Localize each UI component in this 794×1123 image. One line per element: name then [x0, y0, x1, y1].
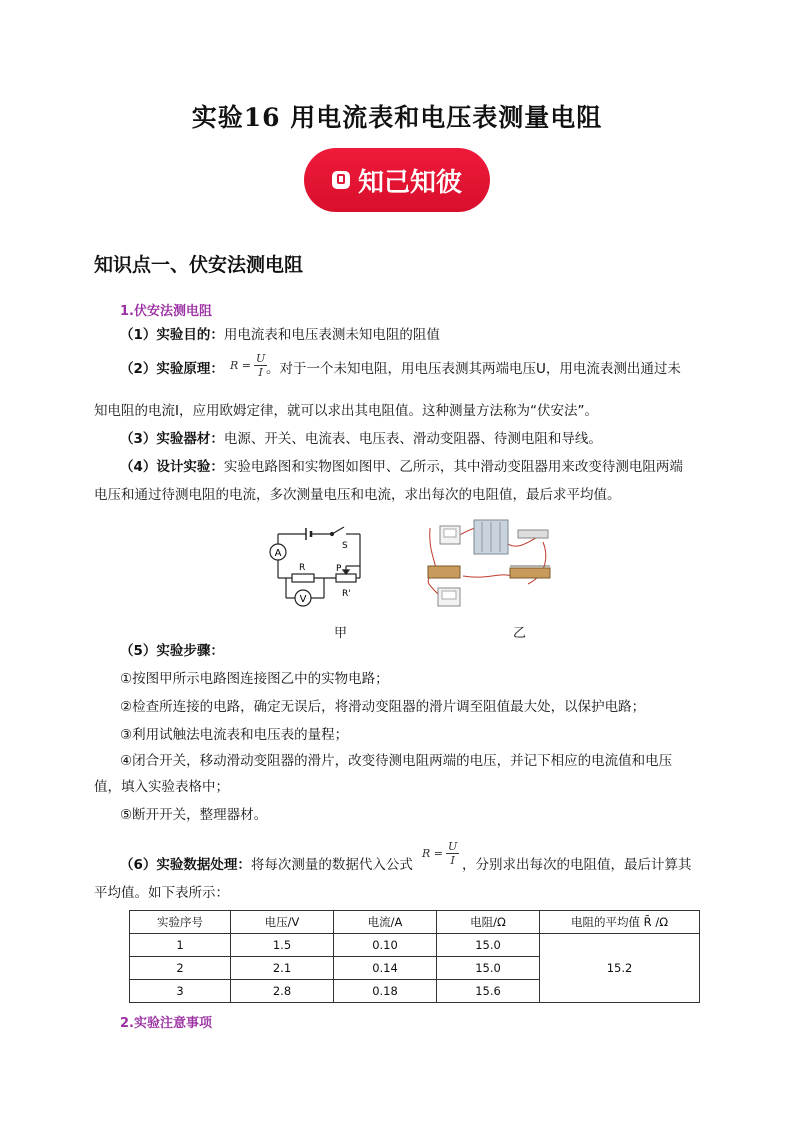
section-heading: 知识点一、伏安法测电阻: [94, 254, 304, 276]
formula-r-equals-u-over-i: [230, 352, 267, 379]
section-badge: [304, 148, 490, 212]
formula-num-2: U: [448, 840, 458, 853]
step-4-cont: 值，填入实验表格中；: [94, 779, 229, 795]
item-1: [120, 322, 440, 348]
item-3-label: （3）实验器材：: [120, 431, 224, 447]
caption-left: 甲: [334, 626, 348, 641]
subheading-1: 1.伏安法测电阻: [120, 304, 212, 319]
formula-den-2: I: [450, 854, 455, 867]
item-2-text-2: 知电阻的电流I，应用欧姆定律，就可以求出其电阻值。这种测量方法称为“伏安法”。: [94, 403, 598, 419]
item-3: [120, 426, 602, 452]
table-cell: 0.14: [334, 957, 437, 980]
book-icon: [332, 171, 350, 189]
formula-den: I: [258, 366, 263, 379]
formula-r-equals-u-over-i-2: [422, 840, 459, 867]
table-cell: 15.6: [437, 980, 540, 1003]
step-3: ③利用试触法电流表和电压表的量程；: [120, 727, 349, 743]
formula-lhs: R =: [230, 358, 251, 372]
table-row: [130, 934, 700, 957]
item-6-label: （6）实验数据处理：: [120, 857, 251, 873]
apparatus-photo: [418, 514, 558, 612]
item-3-text: 电源、开关、电流表、电压表、滑动变阻器、待测电阻和导线。: [223, 431, 602, 447]
table-cell: 2.1: [231, 957, 334, 980]
table-header: 电阻/Ω: [437, 911, 540, 934]
badge-label: 知己知彼: [357, 167, 462, 198]
table-header: 电压/V: [231, 911, 334, 934]
ammeter-symbol: A: [274, 548, 282, 559]
item-6: [120, 840, 720, 878]
item-4: [120, 454, 683, 480]
item-1-label: （1）实验目的：: [120, 327, 224, 343]
step-2: ②检查所连接的电路，确定无误后，将滑动变阻器的滑片调至阻值最大处，以保护电路；: [120, 699, 646, 715]
step-1: ①按图甲所示电路图连接图乙中的实物电路；: [120, 671, 389, 687]
item-6-text-3: 平均值。如下表所示：: [94, 885, 229, 901]
step-4: ④闭合开关，移动滑动变阻器的滑片，改变待测电阻两端的电压，并记下相应的电流值和电压: [120, 753, 673, 769]
item-5: [120, 638, 224, 664]
table-cell: 1.5: [231, 934, 334, 957]
slider-label: P: [336, 564, 342, 574]
item-2: [120, 352, 700, 382]
page-title: 实验16 用电流表和电压表测量电阻: [191, 103, 603, 132]
item-1-text: 用电流表和电压表测未知电阻的阻值: [223, 327, 440, 343]
table-cell: 0.10: [334, 934, 437, 957]
item-6-text-2: ，分别求出每次的电阻值，最后计算其: [462, 857, 692, 873]
subheading-2: 2.实验注意事项: [120, 1016, 212, 1031]
item-4-label: （4）设计实验：: [120, 459, 224, 475]
voltmeter-symbol: V: [299, 594, 307, 605]
item-2-label: （2）实验原理：: [120, 361, 224, 377]
table-header: 电流/A: [334, 911, 437, 934]
resistor-label: R: [299, 563, 306, 573]
average-cell: 15.2: [540, 934, 700, 1003]
step-5: ⑤断开开关，整理器材。: [120, 807, 268, 823]
caption-right: 乙: [513, 626, 527, 641]
formula-lhs-2: R =: [422, 846, 443, 860]
table-cell: 3: [130, 980, 231, 1003]
rheostat-label: R': [342, 589, 351, 599]
item-2-text-1: 。对于一个未知电阻，用电压表测其两端电压U，用电流表测出通过未: [266, 361, 681, 377]
item-4-text-1: 实验电路图和实物图如图甲、乙所示，其中滑动变阻器用来改变待测电阻两端: [223, 459, 683, 475]
item-5-label: （5）实验步骤：: [120, 643, 224, 659]
table-cell: 15.0: [437, 957, 540, 980]
data-table: [129, 910, 700, 1003]
formula-num: U: [256, 352, 266, 365]
table-header-row: [130, 911, 700, 934]
table-cell: 0.18: [334, 980, 437, 1003]
table-cell: 1: [130, 934, 231, 957]
table-header: 电阻的平均值 R̄ /Ω: [540, 911, 700, 934]
table-cell: 15.0: [437, 934, 540, 957]
circuit-diagram: [262, 522, 372, 612]
table-cell: 2.8: [231, 980, 334, 1003]
table-cell: 2: [130, 957, 231, 980]
item-4-text-2: 电压和通过待测电阻的电流，多次测量电压和电流，求出每次的电阻值，最后求平均值。: [94, 487, 621, 503]
item-6-text-1: 将每次测量的数据代入公式: [250, 857, 413, 873]
table-header: 实验序号: [130, 911, 231, 934]
switch-label: S: [342, 541, 348, 551]
